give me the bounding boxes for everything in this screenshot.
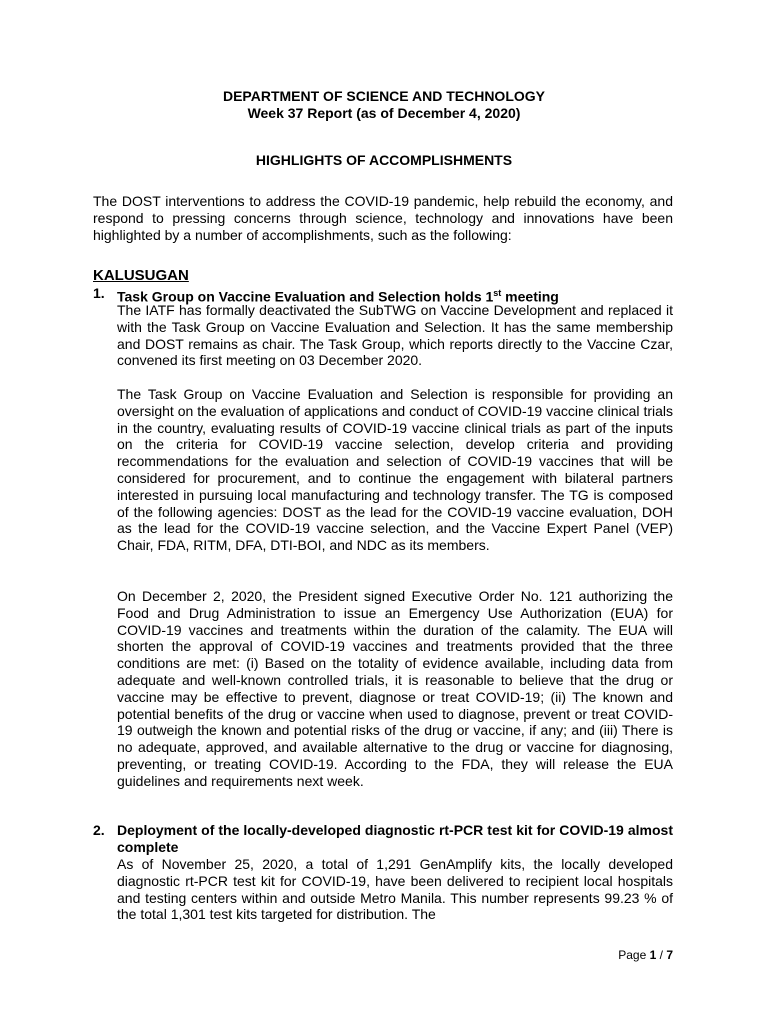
item-2-number: 2.: [93, 822, 105, 838]
item-2-heading: [93, 822, 673, 856]
item-2-paragraph-1: As of November 25, 2020, a total of 1,291 GenAmplify kits, the locally developed diagnostic rt-PCR test kit for COVID-19, have been delivered to recipient local hospitals and testing centers within and outside Metro Manila. This number represents 99.23 % of the total 1,301 test kits targeted for distribution. The: [117, 856, 673, 923]
item-1-title-end: meeting: [501, 288, 559, 305]
section-title: KALUSUGAN: [93, 267, 189, 284]
item-1-title-sup: st: [493, 288, 502, 298]
page-current: 1: [649, 948, 657, 962]
report-subheading: Week 37 Report (as of December 4, 2020): [247, 105, 521, 121]
item-2-title: Deployment of the locally-developed diagnostic rt-PCR test kit for COVID-19 almost complete: [117, 822, 673, 855]
page-label: Page: [618, 948, 650, 962]
page-footer: [618, 948, 673, 962]
item-1-title-text: Task Group on Vaccine Evaluation and Selection holds 1: [117, 288, 494, 305]
item-1-paragraph-2: The Task Group on Vaccine Evaluation and Selection is responsible for providing an oversight on the evaluation of applications and conduct of COVID-19 vaccine clinical trials in the country, evaluating results of COVID-19 vaccine clinical trials as part of the inputs on the criteria for COVID-19 vaccine selection, develop criteria and providing recommendations for the evaluation and selection of COVID-19 vaccines that will be considered for procurement, and to continue the engagement with bilateral partners interested in pursuing local manufacturing and technology transfer. The TG is composed of the following agencies: DOST as the lead for the COVID-19 vaccine evaluation, DOH as the lead for the COVID-19 vaccine selection, and the Vaccine Expert Panel (VEP) Chair, FDA, RITM, DFA, DTI-BOI, and NDC as its members.: [117, 386, 673, 554]
item-1-paragraph-3: On December 2, 2020, the President signed Executive Order No. 121 authorizing the Food and Drug Administration to issue an Emergency Use Authorization (EUA) for COVID-19 vaccines and treatments within the duration of the calamity. The EUA will shorten the approval of COVID-19 vaccines and treatments provided that the three conditions are met: (i) Based on the totality of evidence available, including data from adequate and well-known controlled trials, it is reasonable to believe that the drug or vaccine may be effective to prevent, diagnose or treat COVID-19; (ii) The known and potential benefits of the drug or vaccine when used to diagnose, prevent or treat COVID-19 outweigh the known and potential risks of the drug or vaccine, if any; and (iii) There is no adequate, approved, and available alternative to the drug or vaccine for diagnosing, preventing, or treating COVID-19. According to the FDA, they will release the EUA guidelines and requirements next week.: [117, 588, 673, 789]
intro-paragraph: The DOST interventions to address the COVID-19 pandemic, help rebuild the economy, and respond to pressing concerns through science, technology and innovations have been highlighted by a number of accomplishments, such as the following:: [93, 193, 673, 243]
page-total: 7: [666, 948, 673, 962]
department-heading: DEPARTMENT OF SCIENCE AND TECHNOLOGY: [222, 88, 545, 104]
highlights-heading: HIGHLIGHTS OF ACCOMPLISHMENTS: [255, 152, 513, 168]
page-separator: /: [656, 948, 667, 962]
item-1-number: 1.: [93, 285, 105, 301]
item-1-paragraph-1: The IATF has formally deactivated the SubTWG on Vaccine Development and replaced it with the Task Group on Vaccine Evaluation and Selection. It has the same membership and DOST remains as chair. The Task Group, which reports directly to the Vaccine Czar, convened its first meeting on 03 December 2020.: [117, 302, 673, 369]
item-1-heading: [93, 285, 673, 305]
